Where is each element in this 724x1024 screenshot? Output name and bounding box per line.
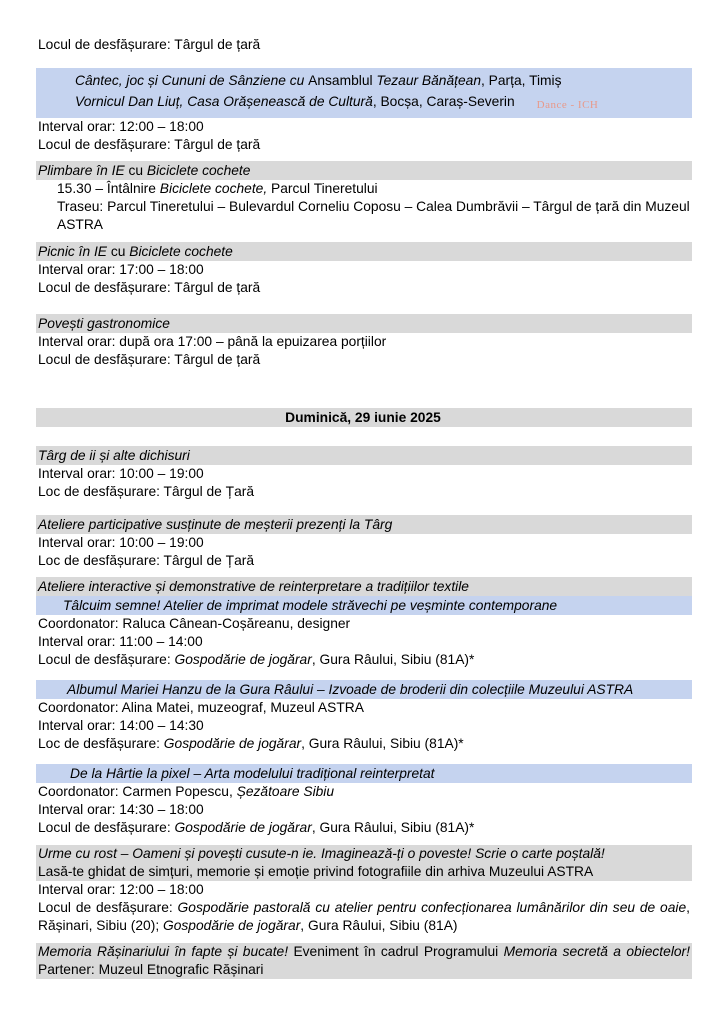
text-run: Gospodărie de jogărar — [174, 820, 312, 835]
venue-cantec — [36, 136, 692, 154]
text-run: , Rășinari, Sibiu (20); — [38, 900, 690, 933]
event-cantec-text — [36, 70, 692, 91]
event-cantec-text — [36, 91, 692, 116]
text-run: Gospodărie pastorală cu atelier pentru confecționarea lumânărilor din seu de oaie — [177, 900, 687, 915]
venue-picnic — [36, 279, 692, 297]
workshop-albumul-text — [36, 681, 692, 699]
text-run: Locul de desfășurare: Târgul de țară — [38, 352, 261, 367]
interval-ateliere-participative-text — [36, 534, 692, 552]
text-run: Memoria secretă a obiectelor! — [503, 944, 690, 959]
text-run: Ateliere participative susținute de meșterii prezenți la Târg — [38, 517, 393, 532]
text-run: Locul de desfășurare: Târgul de țară — [38, 280, 261, 295]
text-run: Ateliere interactive și demonstrative de reinterpretare a tradițiilor textile — [38, 579, 469, 594]
text-run: Coordonator: Carmen Popescu, — [38, 784, 237, 799]
venue-picnic-text — [36, 279, 692, 297]
interval-picnic — [36, 261, 692, 279]
event-urme-text — [36, 845, 692, 863]
text-run: Gospodărie de jogărar — [163, 736, 302, 751]
text-run: Eveniment în cadrul Programului — [288, 944, 504, 959]
text-run: Gospodărie de jogărar — [163, 918, 301, 933]
event-picnic — [36, 242, 692, 261]
interval-urme — [36, 881, 692, 899]
event-targ-ii — [36, 446, 692, 465]
venue-ateliere-participative — [36, 552, 692, 570]
workshop-talcuim — [36, 596, 692, 615]
coordinator-talcuim — [36, 615, 692, 633]
text-run: 15.30 – Întâlnire — [57, 181, 160, 196]
text-run: Tâlcuim semne! Atelier de imprimat modele străvechi pe veșminte contemporane — [63, 598, 558, 613]
text-run: Traseu: Parcul Tineretului – Bulevardul Corneliu Coposu – Calea Dumbrăvii – Târgul de țară din Muzeul ASTRA — [57, 199, 690, 232]
text-run: Tezaur Bănățean — [376, 73, 482, 88]
text-run: Biciclete cochete — [129, 244, 233, 259]
event-ateliere-interactive-text — [36, 578, 692, 596]
workshop-hartie — [36, 764, 692, 783]
text-run: , Gura Râului, Sibiu (81A)* — [301, 736, 464, 751]
workshop-hartie-text — [36, 765, 692, 783]
text-run: Interval orar: 10:00 – 19:00 — [38, 535, 204, 550]
venue-talcuim — [36, 651, 692, 669]
text-run: Interval orar: 11:00 – 14:00 — [38, 634, 203, 649]
interval-talcuim — [36, 633, 692, 651]
coordinator-hartie-text — [36, 783, 692, 801]
text-run: Loc de desfășurare: Târgul de Țară — [38, 484, 255, 499]
interval-cantec-text — [36, 118, 692, 136]
interval-targ-ii — [36, 465, 692, 483]
text-run: Biciclete cochete, — [159, 181, 268, 196]
text-run: Interval orar: 17:00 – 18:00 — [38, 262, 204, 277]
interval-urme-text — [36, 881, 692, 899]
text-run: Interval orar: 12:00 – 18:00 — [38, 882, 204, 897]
plimbare-route-text — [36, 198, 692, 234]
interval-ateliere-participative — [36, 534, 692, 552]
event-cantec — [36, 68, 692, 118]
interval-albumul — [36, 717, 692, 735]
text-run: Interval orar: 14:00 – 14:30 — [38, 718, 204, 733]
event-picnic-text — [36, 243, 692, 261]
text-run: Urme cu rost – Oameni și povești cusute-n ie. Imaginează-ți o poveste! Scrie o carte poștală! — [38, 846, 605, 861]
text-run: Loc de desfășurare: Târgul de Țară — [38, 553, 255, 568]
plimbare-meeting-text — [36, 180, 692, 198]
text-run: , Gura Râului, Sibiu (81A)* — [311, 652, 475, 667]
text-run: Vornicul Dan Liuț, Casa Orășenească de Cultură — [75, 94, 373, 109]
venue-cantec-text — [36, 136, 692, 154]
text-run: , Bocșa, Caraș-Severin — [372, 94, 515, 109]
plimbare-route — [36, 198, 692, 234]
text-run: Lasă-te ghidat de simțuri, memorie și emoție privind fotografiile din arhiva Muzeului ASTRA — [38, 864, 594, 879]
text-run: , Gura Râului, Sibiu (81A) — [300, 918, 458, 933]
venue-albumul — [36, 735, 692, 753]
interval-talcuim-text — [36, 633, 692, 651]
text-run: Coordonator: Raluca Cânean-Coșăreanu, designer — [38, 616, 351, 631]
venue-albumul-text — [36, 735, 692, 753]
text-run: Locul de desfășurare: Târgul de țară — [38, 137, 261, 152]
text-run: Plimbare în IE — [38, 163, 125, 178]
text-run: Biciclete cochete — [146, 163, 251, 178]
venue-hartie-text — [36, 819, 692, 837]
text-run: Povești gastronomice — [38, 316, 170, 331]
text-run: Locul de desfășurare: — [38, 820, 175, 835]
workshop-albumul — [36, 680, 692, 699]
interval-hartie-text — [36, 801, 692, 819]
event-ateliere-interactive — [36, 577, 692, 596]
workshop-talcuim-text — [36, 597, 692, 615]
interval-hartie — [36, 801, 692, 819]
venue-targ-ii-text — [36, 483, 692, 501]
text-run: Albumul Mariei Hanzu de la Gura Râului – Izvoade de broderii din colecțiile Muzeului ASTRA — [67, 682, 634, 697]
venue-targ-1-text — [36, 36, 692, 54]
plimbare-meeting — [36, 180, 692, 198]
venue-povesti — [36, 351, 692, 369]
text-run: Interval orar: 12:00 – 18:00 — [38, 119, 204, 134]
venue-povesti-text — [36, 351, 692, 369]
interval-targ-ii-text — [36, 465, 692, 483]
text-run: Cântec, joc și Cununi de Sânziene cu — [75, 73, 309, 88]
event-ateliere-participative-text — [36, 516, 692, 534]
venue-urme — [36, 899, 692, 935]
venue-targ-ii — [36, 483, 692, 501]
text-run: Coordonator: Alina Matei, muzeograf, Muzeul ASTRA — [38, 700, 364, 715]
crescent-icon — [521, 96, 536, 111]
dance-ich-logo-text: Dance - ICH — [536, 99, 599, 111]
text-run: Memoria Rășinariului în fapte și bucate! — [38, 944, 289, 959]
text-run: Locul de desfășurare: — [38, 652, 175, 667]
day-header-duminica-text — [36, 409, 692, 427]
day-header-duminica — [36, 408, 692, 427]
event-targ-ii-text — [36, 447, 692, 465]
coordinator-albumul-text — [36, 699, 692, 717]
interval-povesti-text — [36, 333, 692, 351]
text-run: Gospodărie de jogărar — [174, 652, 312, 667]
text-run: Partener: Muzeul Etnografic Rășinari — [38, 962, 264, 977]
coordinator-hartie — [36, 783, 692, 801]
text-run: Parcul Tineretului — [267, 181, 378, 196]
coordinator-albumul — [36, 699, 692, 717]
text-run: De la Hârtie la pixel – Arta modelului tradițional reinterpretat — [70, 766, 435, 781]
venue-talcuim-text — [36, 651, 692, 669]
venue-ateliere-participative-text — [36, 552, 692, 570]
interval-picnic-text — [36, 261, 692, 279]
venue-hartie — [36, 819, 692, 837]
text-run: Locul de desfășurare: Târgul de țară — [38, 37, 261, 52]
event-ateliere-participative — [36, 515, 692, 534]
text-run: Interval orar: după ora 17:00 – până la epuizarea porțiilor — [38, 334, 387, 349]
text-run: Duminică, 29 iunie 2025 — [285, 410, 441, 425]
text-run: Ansamblul — [308, 73, 377, 88]
event-plimbare-text — [36, 162, 692, 180]
event-povesti — [36, 314, 692, 333]
text-run: Interval orar: 14:30 – 18:00 — [38, 802, 204, 817]
event-memoria — [36, 943, 692, 979]
text-run: Șezătoare Sibiu — [236, 784, 335, 799]
event-urme — [36, 845, 692, 881]
dance-ich-logo — [521, 93, 599, 116]
event-povesti-text — [36, 315, 692, 333]
text-run: , Gura Râului, Sibiu (81A)* — [311, 820, 475, 835]
text-run: Loc de desfășurare: — [38, 736, 164, 751]
venue-urme-text — [36, 899, 692, 935]
event-memoria-text — [36, 943, 692, 979]
text-run: cu — [124, 163, 147, 178]
text-run: Interval orar: 10:00 – 19:00 — [38, 466, 204, 481]
event-plimbare — [36, 161, 692, 180]
text-run: Locul de desfășurare: — [38, 900, 178, 915]
interval-albumul-text — [36, 717, 692, 735]
interval-cantec — [36, 118, 692, 136]
venue-targ-1 — [36, 36, 692, 54]
coordinator-talcuim-text — [36, 615, 692, 633]
text-run: Târg de ii și alte dichisuri — [38, 448, 190, 463]
text-run: cu — [107, 244, 130, 259]
text-run: Picnic în IE — [38, 244, 108, 259]
event-urme-text — [36, 863, 692, 881]
text-run: , Parța, Timiș — [481, 73, 562, 88]
interval-povesti — [36, 333, 692, 351]
